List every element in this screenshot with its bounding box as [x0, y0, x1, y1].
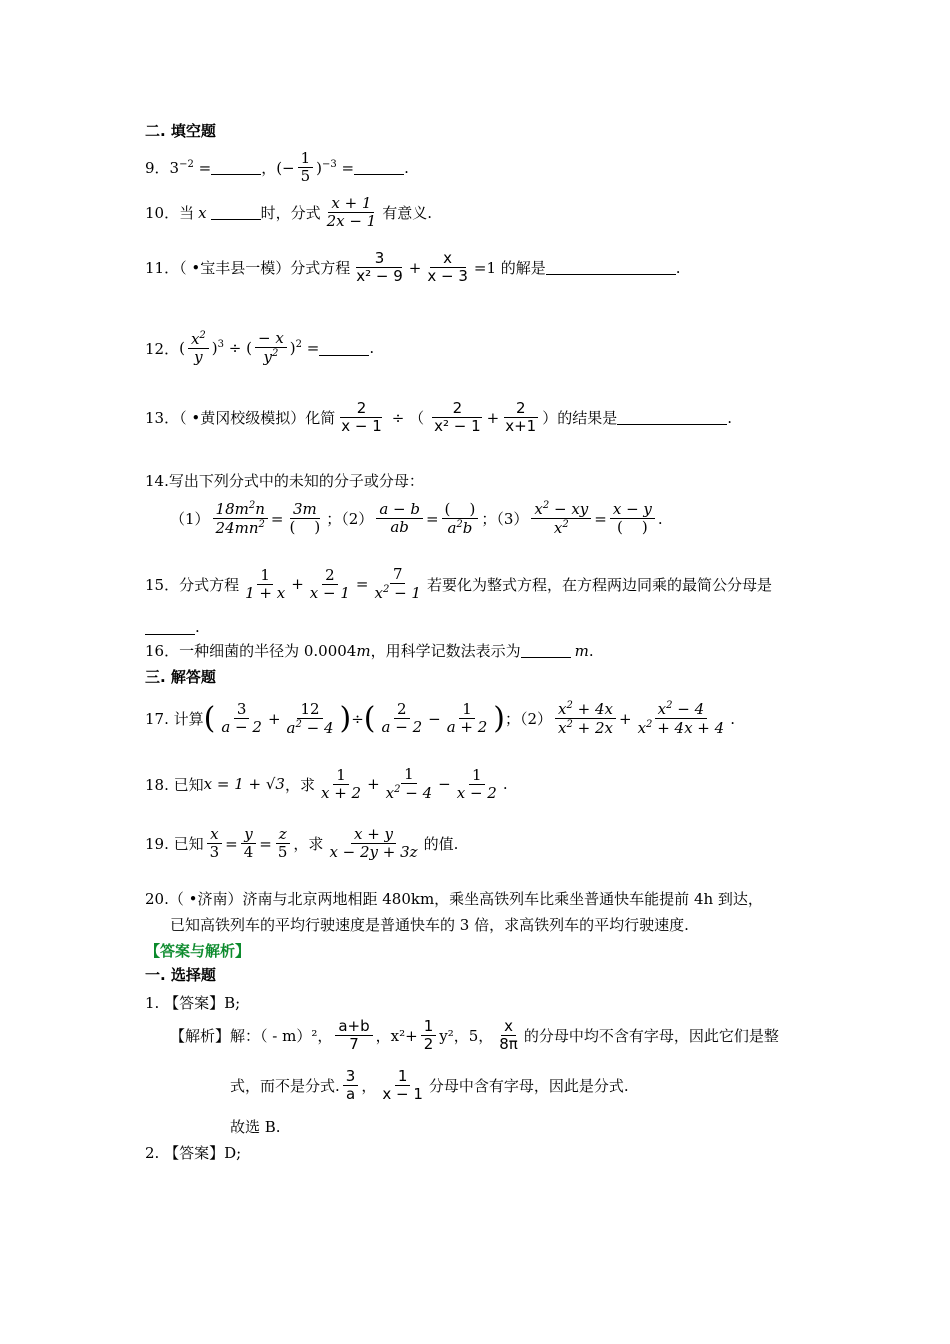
fraction: $\frac{- x}{y^2}$: [255, 330, 287, 367]
question-text: ，用科学记数法表示为: [370, 642, 521, 660]
fraction: $\frac{x^2 + 4x}{x^2 + 2x}$: [555, 700, 616, 738]
answer-blank: [211, 205, 261, 220]
question-text: 20.（ •济南）济南与北京两地相距 480km，乘坐高铁列车比乘坐普通快车能提前 4h 到达，: [145, 890, 763, 908]
answer-title: [145, 940, 250, 961]
answer-blank: [617, 410, 727, 425]
fraction: $\frac{x + y}{x - 2y + 3z}$: [329, 825, 418, 862]
question-number: 17. 计算: [145, 710, 204, 729]
math-expr: (: [179, 339, 185, 358]
question-16: [145, 640, 594, 661]
math-expr: $3^{-2}$ =: [169, 158, 212, 177]
question-text: 若要化为整式方程，在方程两边同乘的最简公分母是: [426, 575, 772, 594]
question-14-parts: （1） $\frac{18m^2n}{24mn^2}$ = $\frac{3m}{( )}$ ；（2） $\frac{a - b}{ab}$ = $\frac{( )}{a^2b}$ ；（3） $\frac{x^2 - xy}{x^2}$ = $\frac{x - y}{( )}$ .: [170, 499, 663, 538]
answer-1-explanation-2: [230, 1068, 629, 1104]
question-15-blank: [145, 618, 200, 636]
answer-blank: [145, 620, 195, 635]
section-title-choice: [145, 964, 216, 985]
question-18: 18. 已知 x = 1 + √3 ，求 $\frac{1}{x + 2}$ + $\frac{1}{x^2 - 4}$ − $\frac{1}{x - 2}$ .: [145, 765, 508, 803]
part-label: （1）: [170, 510, 210, 529]
question-14: [145, 470, 424, 491]
fraction: $\frac{2}{\text{x² − 1}}$: [434, 399, 481, 436]
fraction: $\frac{3}{a}$: [343, 1068, 359, 1104]
fraction: $\frac{1}{x + 2}$: [320, 765, 362, 802]
question-text: 14.写出下列分式中的未知的分子或分母：: [145, 472, 424, 490]
plus: +: [486, 408, 500, 427]
answer-blank: [319, 341, 369, 356]
answer-text: 2. 【答案】D;: [145, 1144, 242, 1162]
fraction: $\frac{3}{a - 2}$: [221, 700, 262, 737]
fraction: $\frac{z}{5}$: [275, 826, 291, 862]
punct: .: [727, 408, 733, 427]
fraction: $\frac{( )}{a^2b}$: [442, 501, 479, 538]
explanation-text: y²，5，: [439, 1027, 494, 1046]
question-text: 15．分式方程: [145, 575, 240, 594]
fraction: $\frac{18m^2n}{24mn^2}$: [213, 500, 268, 538]
math-expr: )$^{-3}$ =: [316, 158, 355, 177]
question-number: 11．（ •宝丰县一模）分式方程: [145, 259, 351, 278]
fraction: $\frac{7}{x^2 - 1}$: [374, 565, 421, 603]
fraction: $\frac{x}{x - 3}$: [427, 249, 468, 286]
math-expr: x = 1 + √3: [203, 775, 285, 794]
fraction: $\frac{1}{1 + x}$: [245, 565, 286, 602]
math-var: x: [198, 203, 207, 222]
question-20-line2: [170, 914, 689, 935]
divide: ÷ （: [391, 409, 425, 428]
punct: .: [369, 339, 375, 358]
question-number: 18. 已知: [145, 775, 204, 794]
answer-blank: [546, 260, 676, 275]
answer-1: [145, 992, 240, 1013]
fraction: $\frac{x^2}{y}$: [188, 330, 209, 367]
question-number: 10．当: [145, 204, 195, 223]
question-text: 已知高铁列车的平均行驶速度是普通快车的 3 倍，求高铁列车的平均行驶速度.: [170, 916, 689, 934]
section-title-solve: [145, 666, 216, 687]
question-13: [145, 400, 732, 436]
unit: m: [574, 641, 589, 660]
section-title-fill-blank: [145, 120, 216, 141]
question-12: [145, 330, 374, 367]
question-19: 19. 已知 $\frac{x}{3}$ = $\frac{y}{4}$ = $\frac{z}{5}$ ，求 $\frac{x + y}{x - 2y + 3z}$ 的值.: [145, 825, 459, 862]
punct: .: [502, 775, 508, 794]
fraction: $\frac{a - b}{ab}$: [376, 501, 423, 537]
section-title-text: 三. 解答题: [145, 668, 216, 686]
unit: m: [356, 641, 371, 660]
question-number: 13．（ •黄冈校级模拟）化简: [145, 409, 336, 428]
part-label: ；（2）: [326, 510, 374, 529]
punct: .: [588, 641, 594, 660]
fraction: $\frac{1}{x - 1}$: [382, 1067, 423, 1104]
answer-1-explanation: [170, 1018, 779, 1054]
question-text: 的值.: [423, 835, 459, 854]
question-text: 16．一种细菌的半径为 0.0004: [145, 642, 357, 660]
explanation-text: 故选 B.: [230, 1118, 281, 1136]
separator: ，: [261, 159, 277, 178]
answer-blank: [521, 643, 571, 658]
explanation-text: ，x²+: [375, 1027, 418, 1046]
part-label: ；（2）: [505, 710, 553, 729]
fraction: $\frac{1}{2}$: [421, 1018, 437, 1054]
fraction: $\frac{a+b}{7}$: [335, 1018, 372, 1054]
text: 时，分式: [260, 204, 321, 223]
section-title-text: 一. 选择题: [145, 966, 216, 984]
answer-text: 1. 【答案】B;: [145, 994, 241, 1012]
fraction: $\frac{x^2 - xy}{x^2}$: [531, 500, 591, 538]
question-text: ，求: [293, 835, 324, 854]
question-number: 9．: [145, 159, 170, 178]
question-15: 15．分式方程 $\frac{1}{1 + x}$ + $\frac{2}{x - 1}$ = $\frac{7}{x^2 - 1}$ 若要化为整式方程，在方程两边同乘的最简公分母是: [145, 565, 772, 603]
fraction: $\frac{1}{5}$: [298, 150, 314, 186]
section-title-text: 二. 填空题: [145, 122, 216, 140]
answer-blank: [211, 160, 261, 175]
answer-title-text: 【答案与解析】: [145, 942, 251, 960]
text: =1 的解是: [473, 259, 546, 278]
punct: .: [675, 258, 681, 277]
punct: .: [195, 618, 200, 636]
punct: .: [730, 709, 735, 728]
answer-2: [145, 1142, 241, 1163]
fraction: $\frac{x - y}{( )}$: [610, 501, 655, 537]
fraction: $\frac{x}{8\pi}$: [499, 1017, 518, 1054]
fraction: $\frac{y}{4}$: [241, 826, 257, 862]
question-number: 12．: [145, 339, 180, 358]
fraction: $\frac{3}{\text{x² − 9}}$: [356, 249, 403, 286]
answer-1-conclusion: [230, 1116, 281, 1137]
fraction: $\frac{x^2 - 4}{x^2 + 4x + 4}$: [637, 700, 725, 738]
fraction: $\frac{1}{x - 2}$: [456, 765, 497, 802]
question-text: ，求: [284, 775, 315, 794]
question-number: 19. 已知: [145, 835, 204, 854]
punct: .: [404, 158, 409, 177]
fraction: $\frac{12}{a^2 - 4}$: [286, 699, 334, 737]
question-9: [145, 150, 409, 186]
fraction: $\frac{1}{a + 2}$: [446, 700, 488, 737]
part-label: ；（3）: [481, 510, 529, 529]
explanation-text: ，: [361, 1077, 377, 1096]
math-expr: )$^3$ ÷ (: [211, 339, 252, 358]
fraction: $\frac{2}{x - 1}$: [309, 565, 350, 602]
fraction: $\frac{2}{a - 2}$: [381, 700, 423, 737]
fraction: $\frac{2}{x+1}$: [505, 399, 537, 436]
explanation-text: 式，而不是分式.: [230, 1077, 340, 1096]
question-20: [145, 888, 763, 909]
fraction: $\frac{2}{x - 1}$: [341, 399, 382, 436]
punct: .: [657, 509, 663, 528]
explanation-text: 【解析】解：（ - m）²，: [170, 1027, 333, 1046]
question-10: [145, 195, 432, 231]
explanation-text: 分母中含有字母，因此是分式.: [428, 1077, 629, 1096]
question-17: 17. 计算 ( $\frac{3}{a - 2}$ + $\frac{12}{a^2 - 4}$ ) ÷ ( $\frac{2}{a - 2}$ − $\frac{1}{a + 2}$ ) ；（2） $\frac{x^2 + 4x}{x^2 + 2x}$ + $\frac{x^2 - 4}{x^2 + 4x + 4}$ .: [145, 699, 735, 738]
fraction: $\frac{3m}{( )}$: [289, 500, 321, 537]
fraction: $\frac{x + 1}{2x - 1}$: [326, 194, 377, 231]
explanation-text: 的分母中均不含有字母，因此它们是整: [523, 1027, 779, 1046]
fraction: $\frac{x}{3}$: [207, 826, 223, 862]
fraction: $\frac{1}{x^2 - 4}$: [385, 765, 433, 803]
math-expr: (−: [276, 158, 295, 177]
question-11: [145, 250, 681, 286]
text: 有意义.: [382, 204, 433, 223]
math-expr: )$^2$ =: [289, 339, 320, 358]
plus: +: [408, 258, 422, 277]
text: ）的结果是: [542, 409, 618, 428]
answer-blank: [354, 160, 404, 175]
